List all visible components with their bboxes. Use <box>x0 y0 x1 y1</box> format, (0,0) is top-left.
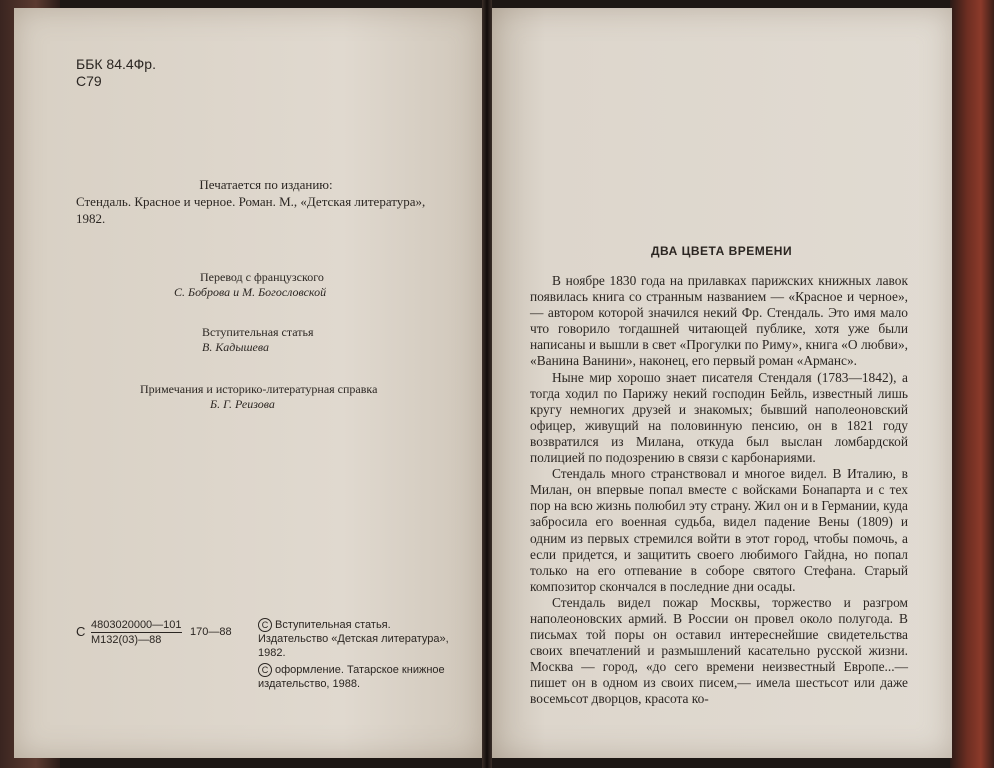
translation-label: Перевод с французского <box>200 270 324 284</box>
book-cover-right-edge <box>950 0 994 768</box>
paragraph: В ноябре 1830 года на прилавках парижских книжных лавок появилась книга со странным названием — «Красное и черное»,— автором которой значился некий Фр. Стендаль. Это имя мало что говорило тогдашней читающей публике, хотя уже были написаны и вышли в свет «Прогулки по Риму», книга «О любви», «Ванина Ванини», наконец, его первый роман «Арманс». <box>530 273 908 369</box>
catalog-code: С79 <box>76 73 102 89</box>
edition-heading: Печатается по изданию: <box>199 177 333 192</box>
bbk-block <box>76 56 156 90</box>
notes-label: Примечания и историко-литературная справка <box>140 382 378 396</box>
copyright-intro <box>258 618 463 660</box>
notes-credit <box>140 382 377 412</box>
isbn-letter: С <box>76 624 86 639</box>
book-gutter <box>482 0 492 768</box>
isbn-denominator: М132(03)—88 <box>91 634 162 646</box>
copyright-block <box>258 618 463 691</box>
copyright-intro-text: Вступительная статья. Издательство «Детская литература», 1982. <box>258 619 449 659</box>
edition-text: Стендаль. Красное и черное. Роман. М., «Детская литература», 1982. <box>76 194 426 226</box>
intro-label: Вступительная статья <box>202 325 314 339</box>
paragraph: Стендаль много странствовал и многое видел. В Италию, в Милан, он впервые попал вместе с войсками Бонапарта и с тех пор на всю жизнь полюбил эту страну. Жил он и в Германии, куда забросила его военная судьба, видел падение Вены (1809) и одним из первых стремился войти в этот город, чтобы помочь, а если придется, и защитить своего любимого Гайдна, но попал только на его отпевание в соборе святого Стефана. Старый композитор скончался в последние дни осады. <box>530 466 908 594</box>
translators-names: С. Боброва и М. Богословской <box>174 285 327 299</box>
paragraph: Стендаль видел пожар Москвы, торжество и разгром наполеоновских армий. В России он провел около полугода. В письмах той поры он оставил интереснейшие свидетельства своих впечатлений и размышлений касательно русской жизни. Москва — город, «до сего времени неизвестный Европе...— пишет он в одном из своих писем,— имела шестьсот или даже восемьсот дворцов, красота ко- <box>530 594 908 707</box>
copyright-icon: С <box>258 663 272 677</box>
isbn-numerator: 4803020000—101 <box>91 619 182 631</box>
copyright-design <box>258 663 463 691</box>
copyright-icon: С <box>258 618 272 632</box>
translation-credit <box>140 270 326 300</box>
bbk-code: ББК 84.4Фр. <box>76 56 156 72</box>
isbn-code: 170—88 <box>190 626 232 638</box>
isbn-fraction <box>91 618 182 647</box>
edition-source <box>76 176 456 227</box>
notes-author: Б. Г. Реизова <box>210 397 275 411</box>
paragraph: Ныне мир хорошо знает писателя Стендаля (1783—1842), а тогда ходил по Парижу некий господин Бейль, известный лишь кругу немногих друзей и знакомых; бывший наполеоновский офицер, живущий на половинную пенсию, он в 1821 году возвратился из Милана, откуда был выслан ломбардской полицией по подозрению в связи с карбонариями. <box>530 369 908 466</box>
copyright-design-text: оформление. Татарское книжное издательство, 1988. <box>258 664 445 690</box>
article-body <box>530 273 908 708</box>
intro-credit <box>140 325 314 355</box>
chapter-heading: ДВА ЦВЕТА ВРЕМЕНИ <box>651 244 793 258</box>
intro-author: В. Кадышева <box>202 340 270 354</box>
